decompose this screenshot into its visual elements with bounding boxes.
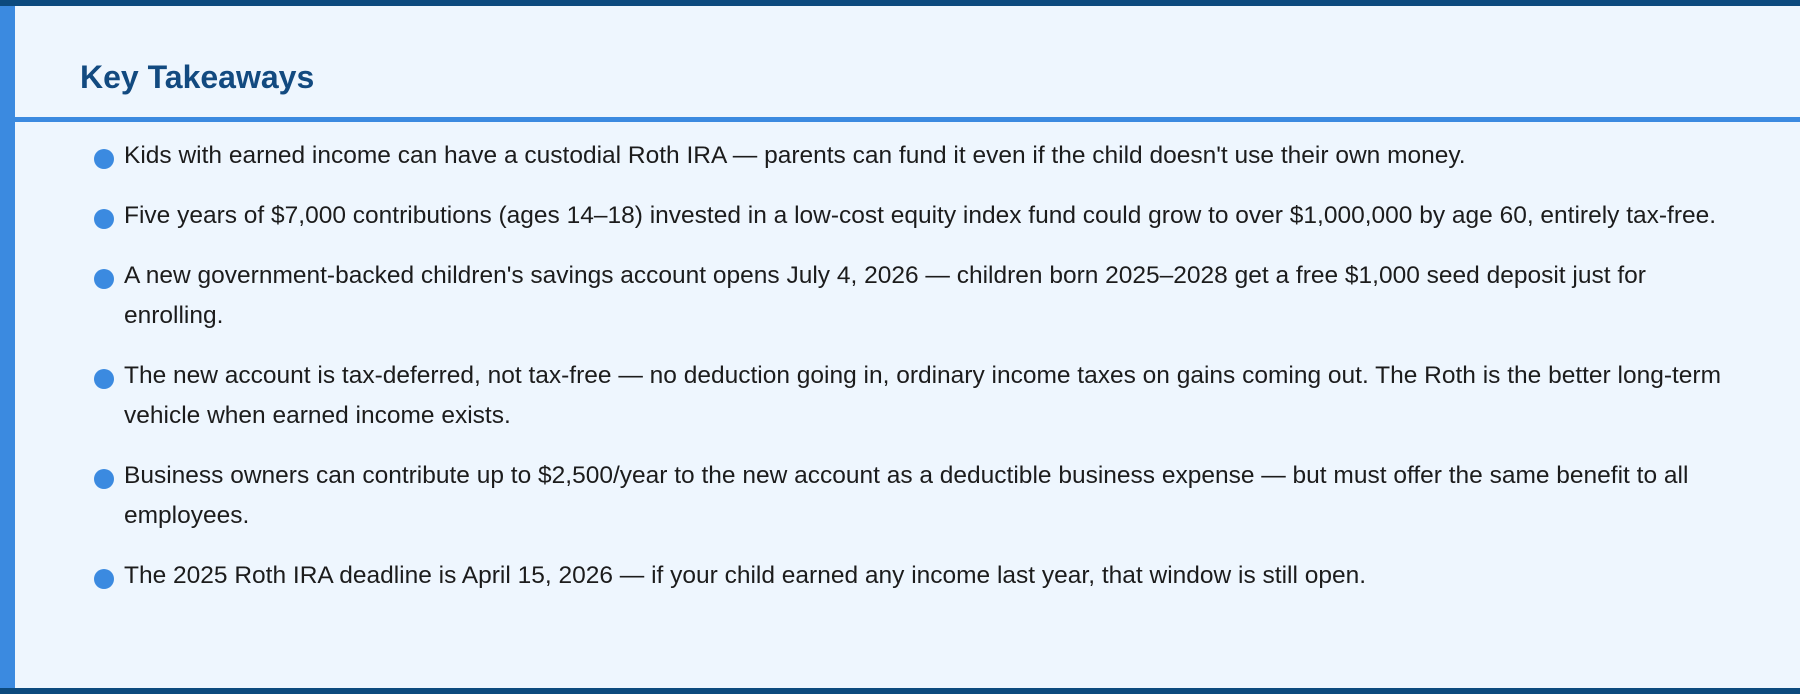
bullet-icon xyxy=(94,149,114,169)
list-item xyxy=(80,456,1745,536)
list-item xyxy=(80,556,1745,596)
list-item xyxy=(80,256,1745,336)
list-item xyxy=(80,136,1745,176)
list-item-text: The 2025 Roth IRA deadline is April 15, 2026 — if your child earned any income last year, that window is still open. xyxy=(124,562,1367,589)
list-item-text: The new account is tax-deferred, not tax-free — no deduction going in, ordinary income taxes on gains coming out. The Roth is the better long-term vehicle when earned income exists. xyxy=(124,362,1721,429)
list-item-text: Business owners can contribute up to $2,500/year to the new account as a deductible business expense — but must offer the same benefit to all employees. xyxy=(124,462,1689,529)
list-item xyxy=(80,356,1745,436)
list-item xyxy=(80,196,1745,236)
list-item-text: A new government-backed children's savings account opens July 4, 2026 — children born 2025–2028 get a free $1,000 seed deposit just for enrolling. xyxy=(124,262,1646,329)
takeaways-list xyxy=(80,136,1745,616)
bullet-icon xyxy=(94,469,114,489)
title-divider xyxy=(15,117,1800,122)
bullet-icon xyxy=(94,209,114,229)
bullet-icon xyxy=(94,569,114,589)
bullet-icon xyxy=(94,369,114,389)
section-title: Key Takeaways xyxy=(80,59,315,95)
list-item-text: Five years of $7,000 contributions (ages 14–18) invested in a low-cost equity index fund could grow to over $1,000,000 by age 60, entirely tax-free. xyxy=(124,202,1717,229)
takeaways-panel xyxy=(0,6,1800,688)
list-item-text: Kids with earned income can have a custodial Roth IRA — parents can fund it even if the child doesn't use their own money. xyxy=(124,142,1466,169)
bullet-icon xyxy=(94,269,114,289)
